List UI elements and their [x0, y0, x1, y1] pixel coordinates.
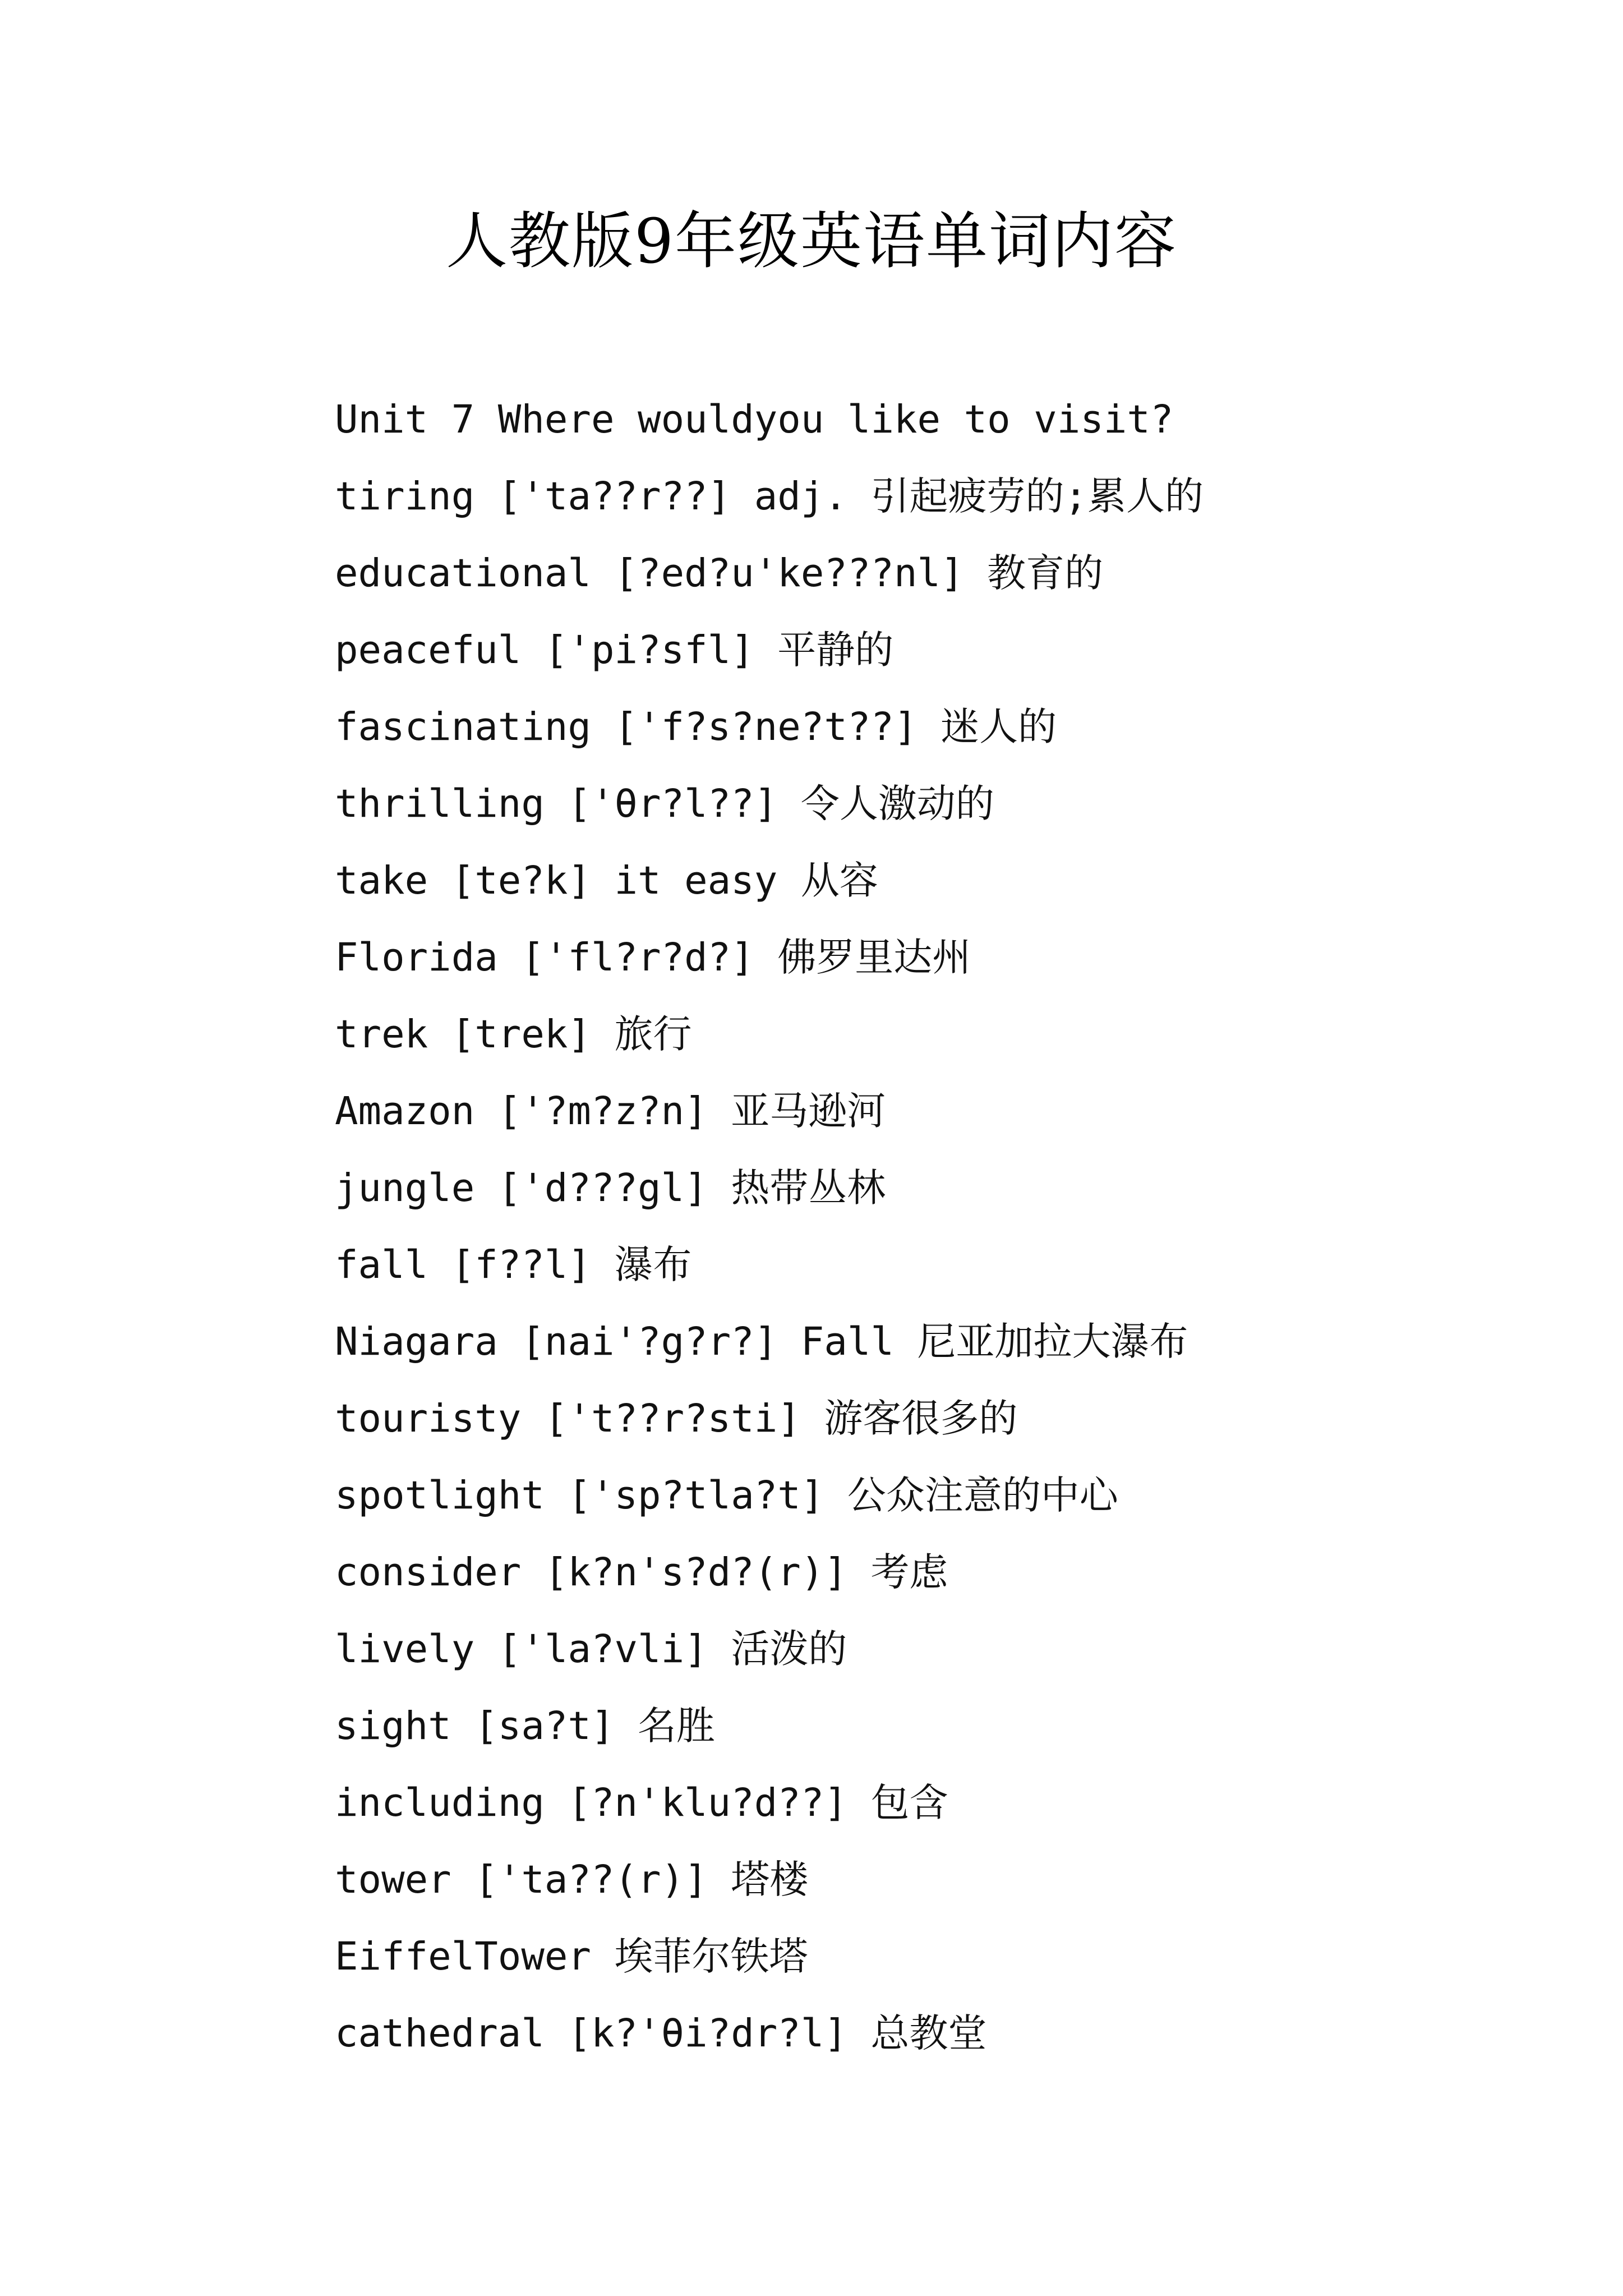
list-item: lively ['la?vli] 活泼的: [335, 1627, 847, 1672]
list-item: tiring ['ta??r??] adj. 引起疲劳的;累人的: [335, 474, 1204, 519]
list-item: touristy ['t??r?sti] 游客很多的: [335, 1396, 1018, 1441]
vocabulary-list: [335, 381, 1569, 2072]
list-item: jungle ['d???gl] 热带丛林: [335, 1166, 886, 1211]
list-item: sight [sa?t] 名胜: [335, 1704, 716, 1749]
list-item: including [?n'klu?d??] 包含: [335, 1780, 948, 1825]
list-item: cathedral [k?'θi?dr?l] 总教堂: [335, 2011, 987, 2056]
list-item: Florida ['fl?r?d?] 佛罗里达州: [335, 935, 971, 980]
list-item: EiffelTower 埃菲尔铁塔: [335, 1934, 808, 1979]
list-item: tower ['ta??(r)] 塔楼: [335, 1857, 809, 1902]
list-item: thrilling ['θr?l??] 令人激动的: [335, 781, 994, 826]
list-item: spotlight ['sp?tla?t] 公众注意的中心: [335, 1473, 1118, 1518]
list-item: take [te?k] it easy 从容: [335, 858, 878, 903]
list-item: Unit 7 Where wouldyou like to visit?: [335, 397, 1174, 442]
list-item: consider [k?n's?d?(r)] 考虑: [335, 1550, 948, 1595]
list-item: fascinating ['f?s?ne?t??] 迷人的: [335, 705, 1057, 749]
list-item: trek [trek] 旅行: [335, 1012, 692, 1057]
list-item: Niagara [nai'?g?r?] Fall 尼亚加拉大瀑布: [335, 1319, 1188, 1364]
list-item: educational [?ed?u'ke???nl] 教育的: [335, 551, 1104, 596]
document-title: 人教版9年级英语单词内容: [446, 205, 1177, 277]
list-item: Amazon ['?m?z?n] 亚马逊河: [335, 1089, 886, 1134]
list-item: peaceful ['pi?sfl] 平静的: [335, 628, 894, 673]
list-item: fall [f??l] 瀑布: [335, 1243, 692, 1287]
